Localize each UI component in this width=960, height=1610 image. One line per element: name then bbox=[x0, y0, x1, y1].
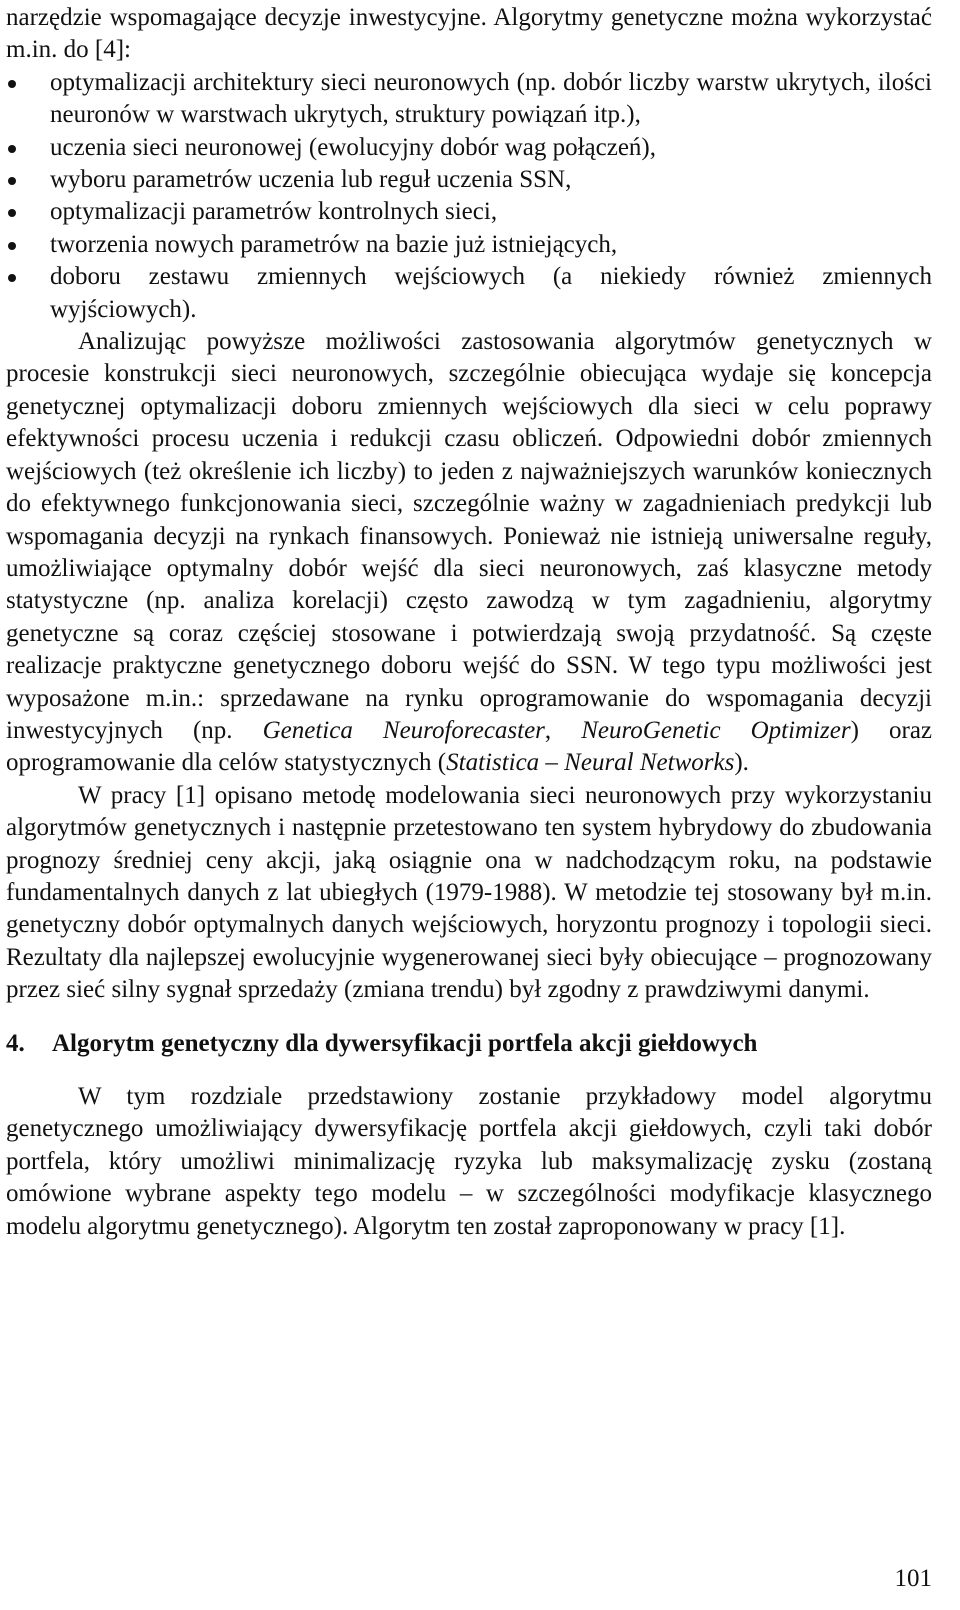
software-name: Genetica Neuroforecaster bbox=[262, 716, 545, 744]
bullet-item: tworzenia nowych parametrów na bazie już istniejących, bbox=[6, 229, 932, 261]
intro-paragraph: narzędzie wspomagające decyzje inwestycyjne. Algorytmy genetyczne można wykorzystać m.in. do [4]: bbox=[6, 4, 932, 64]
bullet-item: optymalizacji architektury sieci neuronowych (np. dobór liczby warstw ukrytych, ilości neuronów w warstwach ukrytych, struktury powiązań itp.), bbox=[6, 67, 932, 132]
bullet-item: doboru zestawu zmiennych wejściowych (a niekiedy również zmiennych wyjściowych). bbox=[6, 261, 932, 326]
bullet-item: uczenia sieci neuronowej (ewolucyjny dobór wag połączeń), bbox=[6, 132, 932, 164]
paragraph-text: ) oraz oprogramowanie dla celów statystycznych ( bbox=[6, 716, 933, 777]
section-title: Algorytm genetyczny dla dywersyfikacji portfela akcji giełdowych bbox=[52, 1029, 758, 1057]
bullet-item: optymalizacji parametrów kontrolnych sieci, bbox=[6, 196, 932, 228]
paragraph-text: Analizując powyższe możliwości zastosowania algorytmów genetycznych w procesie konstrukcji sieci neuronowych, szczególnie obiecująca wydaje się koncepcja genetycznej optymalizacji doboru zmiennych wejściowych dla sieci w celu poprawy efektywności procesu uczenia i redukcji czasu obliczeń. Odpowiedni dobór zmiennych wejściowych (też określenie ich liczby) to jeden z najważniejszych warunków koniecznych do efektywnego funkcjonowania sieci, szczególnie ważny w zagadnieniach predykcji lub wspomagania decyzji na rynkach finansowych. Ponieważ nie istnieją uniwersalne reguły, umożliwiające optymalny dobór wejść dla sieci neuronowych, zaś klasyczne metody statystyczne (np. analiza korelacji) często zawodzą w tym zagadnieniu, algorytmy genetyczne są coraz częściej stosowane i potwierdzają swoją przydatność. Są częste realizacje praktyczne genetycznego doboru wejść do SSN. W tego typu możliwości jest wyposażone m.in.: sprzedawane na rynku oprogramowanie do wspomagania decyzji inwestycyjnych (np. bbox=[6, 328, 932, 744]
section-heading bbox=[6, 1028, 932, 1060]
paragraph-analysis bbox=[6, 326, 932, 780]
paragraph-text: ). bbox=[734, 749, 749, 777]
bullet-list bbox=[6, 67, 932, 326]
software-name: NeuroGenetic Optimizer bbox=[581, 716, 851, 744]
bullet-item: wyboru parametrów uczenia lub reguł uczenia SSN, bbox=[6, 164, 932, 196]
paragraph-chapter-intro: W tym rozdziale przedstawiony zostanie przykładowy model algorytmu genetycznego umożliwiający dywersyfikację portfela akcji giełdowych, czyli taki dobór portfela, który umożliwi minimalizację ryzyka lub maksymalizację zysku (zostaną omówione wybrane aspekty tego modelu – w szczególności modyfikacje klasycznego modelu algorytmu genetycznego). Algorytm ten został zaproponowany w pracy [1]. bbox=[6, 1083, 932, 1240]
section-number: 4. bbox=[6, 1029, 25, 1057]
page-content bbox=[6, 2, 932, 1243]
paragraph-text: , bbox=[544, 716, 582, 744]
page-number: 101 bbox=[894, 1565, 932, 1592]
software-name: Statistica – Neural Networks bbox=[446, 749, 735, 777]
paragraph-study: W pracy [1] opisano metodę modelowania sieci neuronowych przy wykorzystaniu algorytmów genetycznych i następnie przetestowano ten system hybrydowy do zbudowania prognozy średniej ceny akcji, jaką osiągnie ona w nadchodzącym roku, na podstawie fundamentalnych danych z lat ubiegłych (1979-1988). W metodzie tej stosowany był m.in. genetyczny dobór optymalnych danych wejściowych, horyzontu prognozy i topologii sieci. Rezultaty dla najlepszej ewolucyjnie wygenerowanej sieci były obiecujące – prognozowany przez sieć silny sygnał sprzedaży (zmiana trendu) był zgodny z prawdziwymi danymi. bbox=[6, 781, 932, 1004]
